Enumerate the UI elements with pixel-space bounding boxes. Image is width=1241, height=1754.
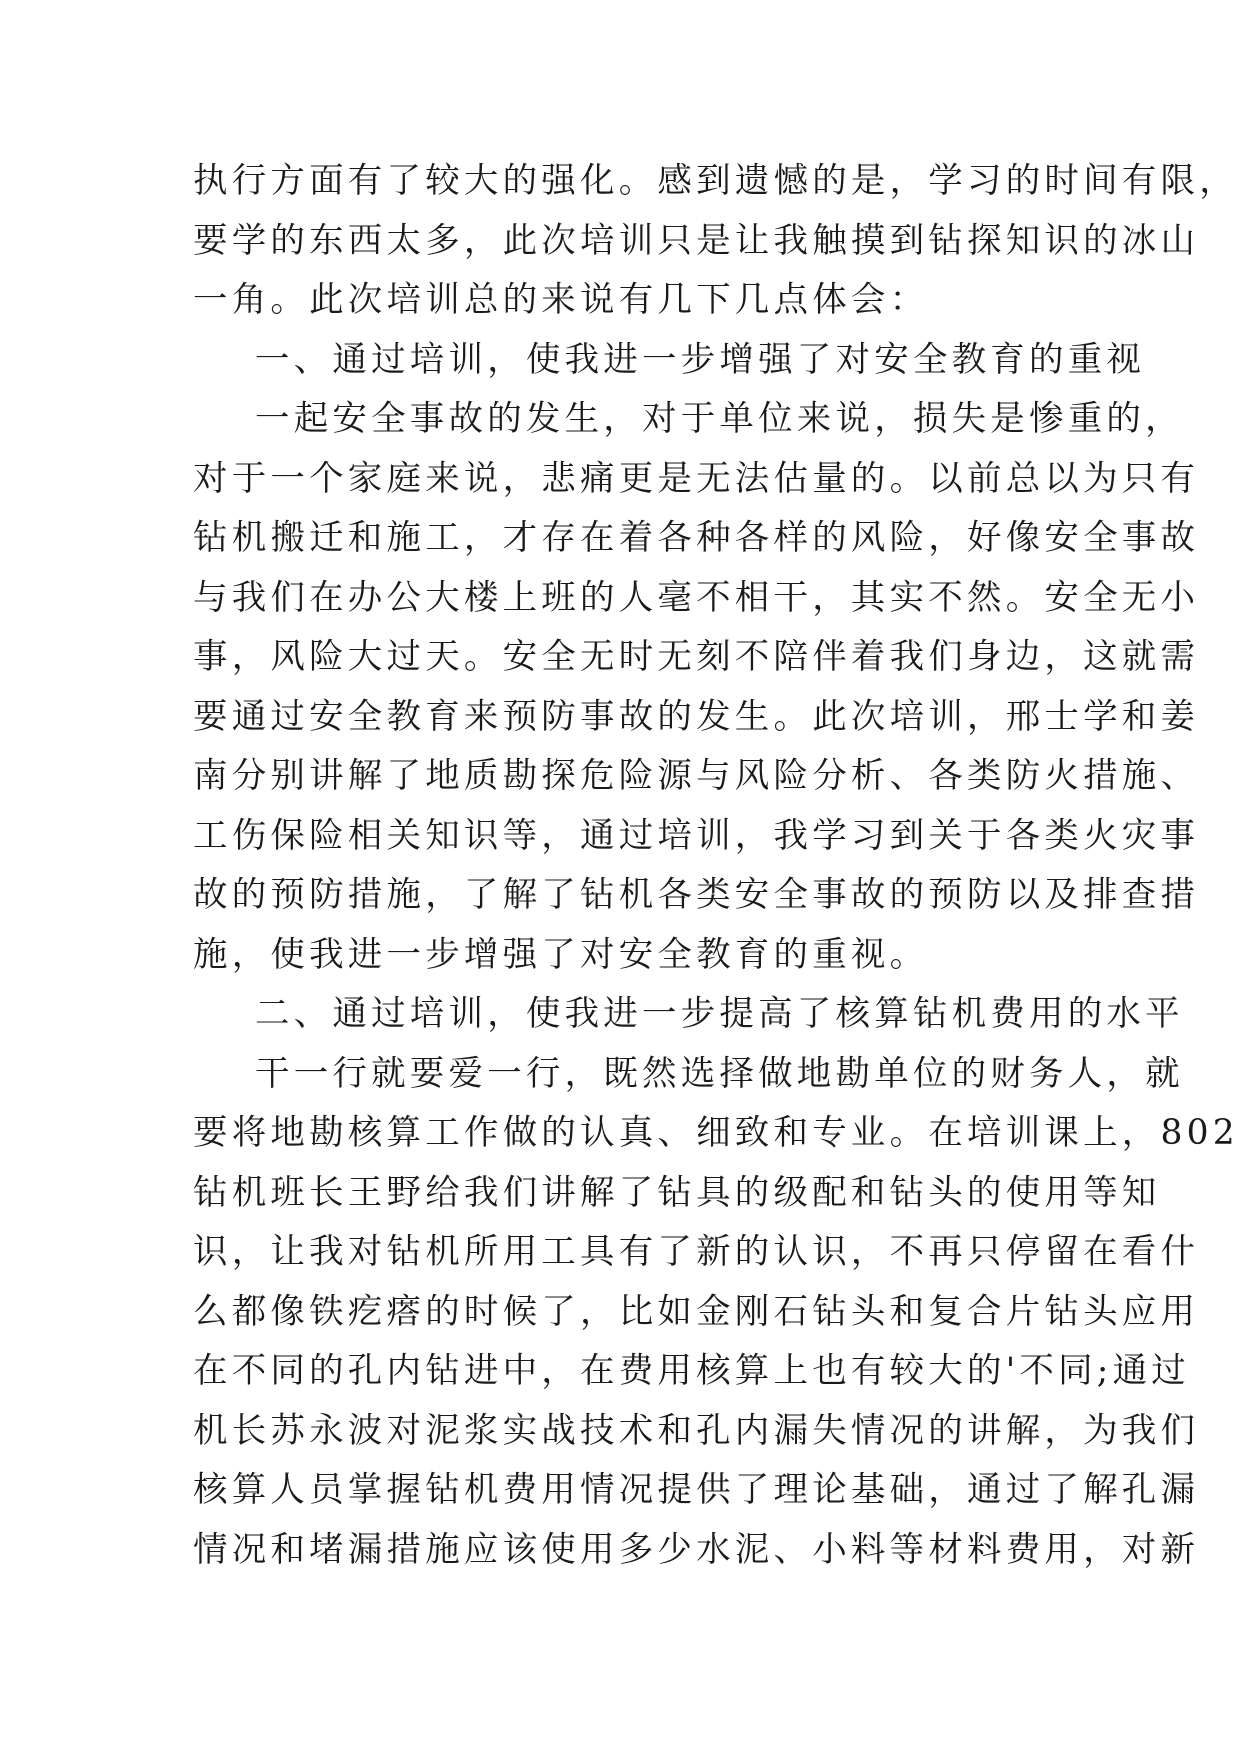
paragraph-line: 南分别讲解了地质勘探危险源与风险分析、各类防火措施、 [193,756,1200,796]
paragraph-line: 要将地勘核算工作做的认真、细致和专业。在培训课上，802 [193,1113,1239,1153]
paragraph-line: 核算人员掌握钻机费用情况提供了理论基础，通过了解孔漏 [193,1470,1200,1510]
paragraph-line: 钻机搬迁和施工，才存在着各种各样的风险，好像安全事故 [193,518,1200,558]
paragraph-line: 一角。此次培训总的来说有几下几点体会： [193,280,929,320]
paragraph-line: 在不同的孔内钻进中，在费用核算上也有较大的'不同;通过 [193,1351,1191,1391]
paragraph-line: 情况和堵漏措施应该使用多少水泥、小料等材料费用，对新 [193,1529,1200,1570]
paragraph-line: 识，让我对钻机所用工具有了新的认识，不再只停留在看什 [193,1232,1200,1272]
paragraph-line: 工伤保险相关知识等，通过培训，我学习到关于各类火灾事 [193,815,1200,856]
paragraph-line: 要通过安全教育来预防事故的发生。此次培训，邢士学和姜 [193,696,1200,737]
section-heading-2: 二、通过培训，使我进一步提高了核算钻机费用的水平 [255,994,1184,1034]
paragraph-line: 与我们在办公大楼上班的人毫不相干，其实不然。安全无小 [193,577,1200,618]
section-heading-1: 一、通过培训，使我进一步增强了对安全教育的重视 [255,339,1146,380]
paragraph-line: 对于一个家庭来说，悲痛更是无法估量的。以前总以为只有 [193,458,1200,499]
paragraph-line: 事，风险大过天。安全无时无刻不陪伴着我们身边，这就需 [193,637,1200,677]
paragraph-line: 干一行就要爱一行，既然选择做地勘单位的财务人，就 [255,1053,1184,1094]
paragraph-line: 机长苏永波对泥浆实战技术和孔内漏失情况的讲解，为我们 [193,1410,1200,1451]
document-body [193,152,1239,1580]
paragraph-line: 执行方面有了较大的强化。感到遗憾的是，学习的时间有限， [193,161,1238,201]
paragraph-line: 要学的东西太多，此次培训只是让我触摸到钻探知识的冰山 [193,220,1200,261]
paragraph-line: 一起安全事故的发生，对于单位来说，损失是惨重的， [255,399,1184,439]
paragraph-line: 钻机班长王野给我们讲解了钻具的级配和钻头的使用等知 [193,1172,1161,1213]
paragraph-line: 故的预防措施，了解了钻机各类安全事故的预防以及排查措 [193,875,1200,915]
paragraph-line: 么都像铁疙瘩的时候了，比如金刚石钻头和复合片钻头应用 [193,1291,1200,1332]
paragraph-line: 施，使我进一步增强了对安全教育的重视。 [193,934,929,975]
